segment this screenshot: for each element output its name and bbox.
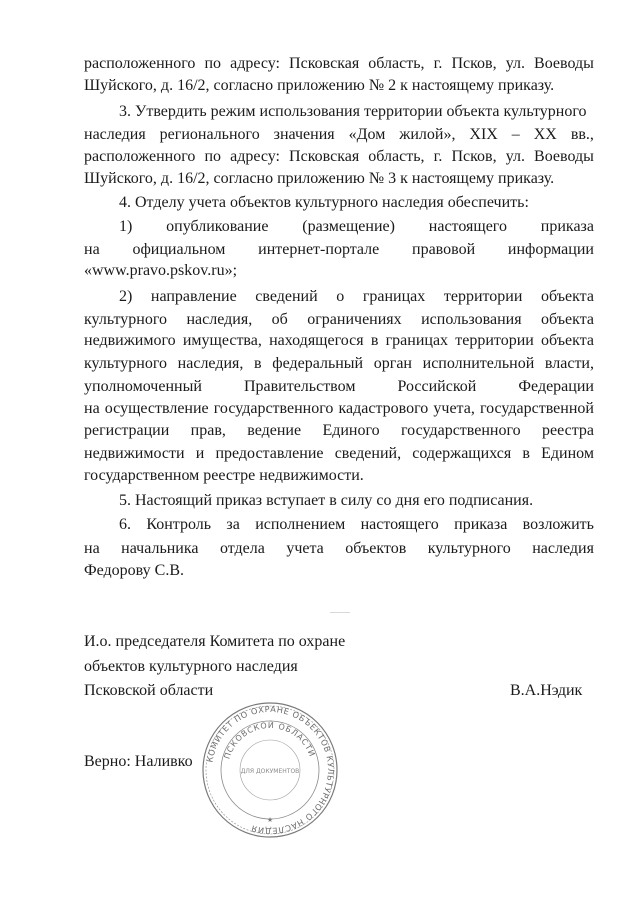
official-seal — [200, 700, 340, 840]
word: Псков, — [451, 55, 497, 72]
word: использования — [421, 311, 522, 328]
word: сведений, — [334, 445, 402, 462]
word: интернет-портале — [258, 241, 380, 258]
word: и — [195, 445, 205, 462]
word: «Дом — [348, 126, 386, 143]
word: власти, — [544, 355, 594, 372]
word: ведение — [247, 422, 302, 439]
word: 6. — [119, 516, 131, 533]
word: настоящего — [360, 516, 439, 533]
word: Псковская — [289, 55, 360, 72]
word: недвижимого — [84, 332, 176, 349]
text-line — [84, 538, 594, 560]
word: сведений — [255, 288, 318, 305]
word: г. — [433, 55, 443, 72]
word: Псковская — [289, 148, 360, 165]
word: об — [271, 311, 288, 328]
text-line — [84, 376, 594, 398]
word: имущества, — [182, 332, 262, 349]
word: наследия — [532, 540, 594, 557]
signer-name: В.А.Нэдик — [510, 682, 583, 699]
word: недвижимости — [84, 445, 185, 462]
text-line — [84, 146, 594, 168]
word: значения — [273, 126, 335, 143]
word: реестра — [542, 422, 594, 439]
word: область, — [368, 55, 425, 72]
word: (размещение) — [302, 218, 395, 235]
word: кадастрового — [338, 400, 429, 417]
seal-outer-text: КОМИТЕТ ПО ОХРАНЕ ОБЪЕКТОВ КУЛЬТУРНОГО НАСЛЕДИЯ — [204, 703, 337, 837]
word: уполномоченный — [84, 378, 202, 395]
word: Федерации — [518, 378, 594, 395]
word: начальника — [121, 540, 199, 557]
word: территории — [443, 288, 523, 305]
text-line: 4. Отделу учета объектов культурного наследия обеспечить: — [119, 194, 529, 211]
word: правовой — [412, 241, 476, 258]
word: в — [254, 355, 262, 372]
word: отдела — [219, 540, 265, 557]
word: Единого — [322, 422, 380, 439]
word: объекта — [541, 332, 594, 349]
word: вв., — [570, 126, 594, 143]
text-line: государственном реестре недвижимости. — [84, 467, 364, 484]
seal-inner-text: ПСКОВСКОЙ ОБЛАСТИ — [222, 720, 317, 761]
word: регионального — [159, 126, 260, 143]
word: предоставление — [215, 445, 324, 462]
word: – — [511, 126, 520, 143]
word: прав, — [190, 422, 226, 439]
word: ул. — [505, 55, 525, 72]
text-line — [119, 514, 594, 536]
text-line — [84, 353, 594, 375]
word: объектов — [345, 540, 407, 557]
text-line: «www.pravo.pskov.ru»; — [84, 262, 238, 279]
word: границах — [385, 332, 449, 349]
word: Контроль — [146, 516, 212, 533]
signer-position-line-3: Псковской области — [84, 682, 214, 699]
seal-center-text: ДЛЯ ДОКУМЕНТОВ — [240, 768, 300, 775]
text-line — [119, 286, 594, 308]
signer-position-line-2: объектов культурного наследия — [84, 658, 298, 675]
word: 2) — [119, 288, 133, 305]
word: расположенного — [84, 148, 196, 165]
text-line — [84, 443, 594, 465]
word: исполнительной — [422, 355, 535, 372]
word: приказа — [454, 516, 508, 533]
word: по — [204, 55, 222, 72]
word: Российской — [397, 378, 477, 395]
word: учета — [286, 540, 324, 557]
word: государственного — [213, 400, 334, 417]
word: орган — [373, 355, 412, 372]
text-line: 3. Утвердить режим использования территории объекта культурного — [119, 103, 587, 120]
word: 1) — [119, 218, 133, 235]
word: по — [204, 148, 222, 165]
signer-position-line-1: И.о. председателя Комитета по охране — [84, 633, 346, 650]
text-line — [84, 124, 594, 146]
word: на — [84, 400, 100, 417]
word: регистрации — [84, 422, 170, 439]
word: область, — [368, 148, 425, 165]
word: г. — [433, 148, 443, 165]
text-line — [84, 239, 594, 261]
word: направление — [150, 288, 237, 305]
word: федеральный — [272, 355, 364, 372]
text-line: Шуйского, д. 16/2, согласно приложению № 2 к настоящему приказу. — [84, 77, 555, 94]
text-line — [84, 420, 594, 442]
word: исполнением — [255, 516, 346, 533]
word: настоящего — [428, 218, 507, 235]
word: на — [84, 241, 100, 258]
word: Воеводы — [534, 148, 594, 165]
text-line — [84, 309, 594, 331]
seal-star: ★ — [266, 816, 274, 824]
word: в — [522, 445, 530, 462]
word: наследия, — [186, 311, 253, 328]
word: государственного — [401, 422, 521, 439]
word: Воеводы — [534, 55, 594, 72]
word: объекта — [541, 311, 594, 328]
word: Псков, — [451, 148, 497, 165]
word: за — [226, 516, 240, 533]
word: XIX — [469, 126, 498, 143]
word: ул. — [505, 148, 525, 165]
word: адресу: — [230, 148, 280, 165]
word: Едином — [541, 445, 594, 462]
word: ограничениях — [307, 311, 402, 328]
scan-mark — [330, 612, 350, 613]
text-line — [84, 330, 594, 352]
word: культурного — [427, 540, 511, 557]
word: культурного — [84, 311, 168, 328]
word: расположенного — [84, 55, 196, 72]
text-line — [84, 398, 594, 420]
word: о — [336, 288, 345, 305]
word: государственной — [479, 400, 594, 417]
text-line — [119, 216, 594, 238]
word: адресу: — [230, 55, 280, 72]
word: официальном — [132, 241, 226, 258]
text-line: Федорову С.В. — [84, 562, 185, 579]
word: содержащихся — [412, 445, 512, 462]
word: учета, — [433, 400, 475, 417]
word: наследия, — [177, 355, 244, 372]
certified-copy-note: Верно: Наливко — [84, 753, 193, 770]
word: границах — [362, 288, 426, 305]
word: опубликование — [166, 218, 269, 235]
word: объекта — [540, 288, 594, 305]
word: Правительством — [243, 378, 356, 395]
text-line — [84, 53, 594, 75]
text-line: Шуйского, д. 16/2, согласно приложению № 3 к настоящему приказу. — [84, 170, 555, 187]
word: осуществление — [104, 400, 209, 417]
word: на — [84, 540, 100, 557]
word: информации — [507, 241, 594, 258]
word: в — [370, 332, 379, 349]
word: жилой», — [399, 126, 456, 143]
text-line: 5. Настоящий приказ вступает в силу со дня его подписания. — [119, 492, 534, 509]
word: приказа — [540, 218, 594, 235]
word: наследия — [84, 126, 146, 143]
word: возложить — [522, 516, 594, 533]
word: культурного — [84, 355, 168, 372]
word: находящегося — [269, 332, 364, 349]
word: XX — [533, 126, 557, 143]
word: территории — [455, 332, 534, 349]
